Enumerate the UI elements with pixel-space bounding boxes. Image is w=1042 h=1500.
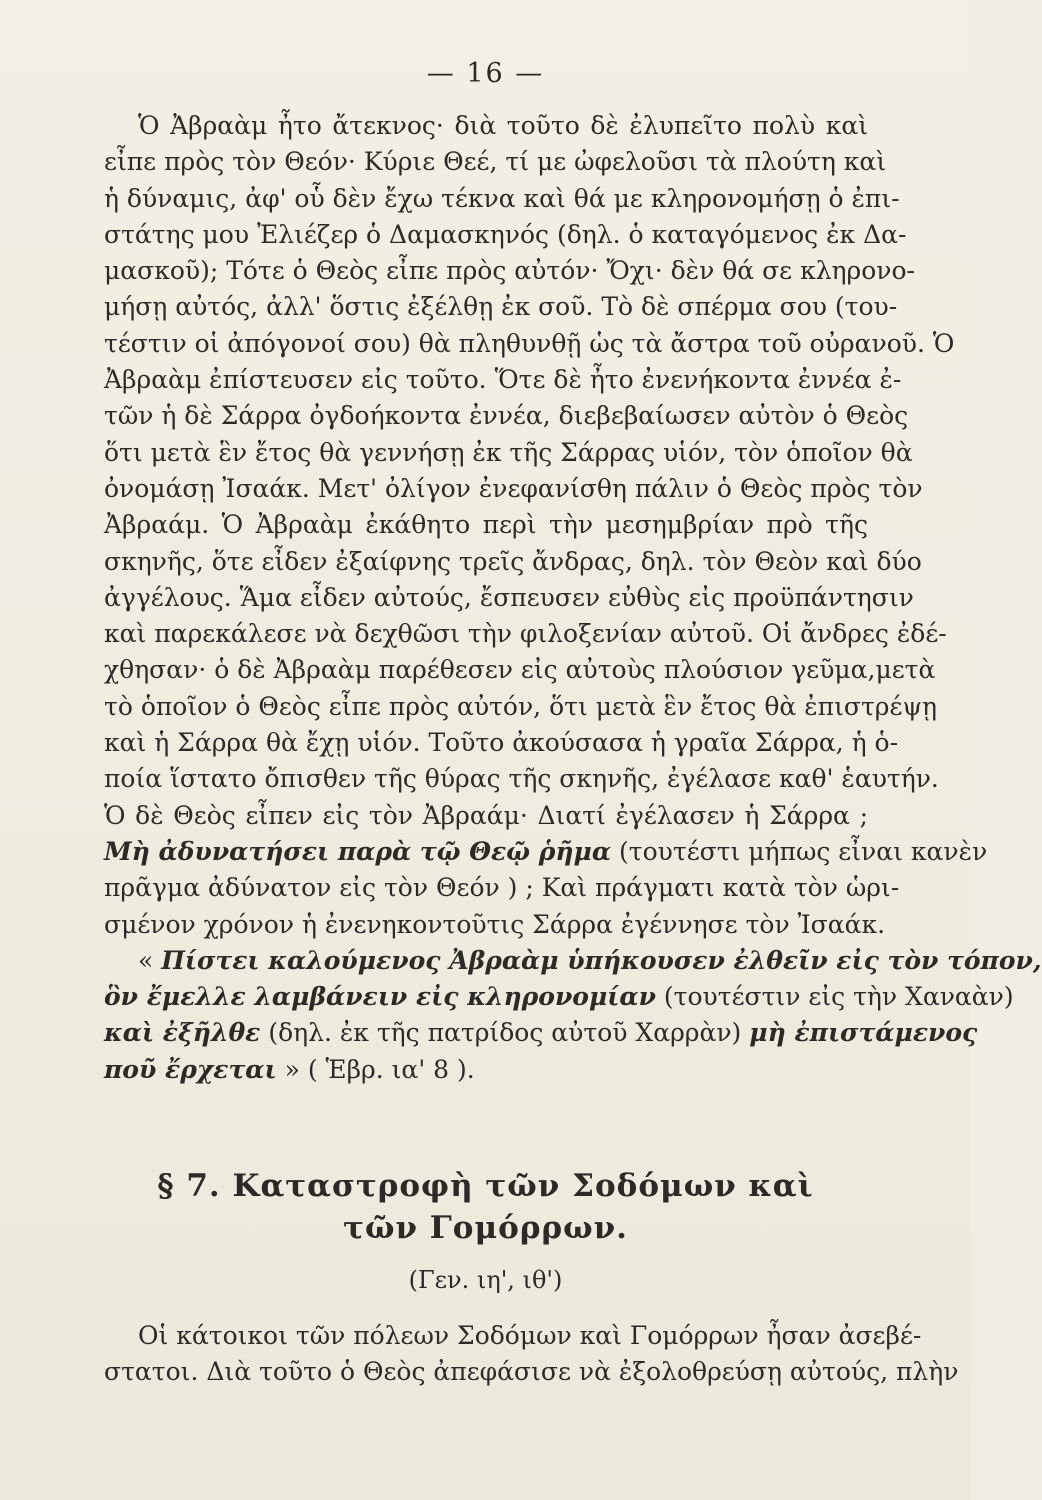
text-line: Οἱ κάτοικοι τῶν πόλεων Σοδόμων καὶ Γομόρρων ἦσαν ἀσεβέ- [138, 1321, 922, 1350]
text-line: καὶ παρεκάλεσε νὰ δεχθῶσι τὴν φιλοξενίαν αὐτοῦ. Οἱ ἄνδρες ἐδέ- [104, 619, 947, 649]
text-line: ὅτι μετὰ ἓν ἔτος θὰ γεννήσῃ ἐκ τῆς Σάρρας υἱόν, τὸν ὁποῖον θὰ [104, 437, 913, 467]
text-line: σκηνῆς, ὅτε εἶδεν ἐξαίφνης τρεῖς ἄνδρας, δηλ. τὸν Θεὸν καὶ δύο [104, 546, 922, 576]
text-run: (τουτέστι μήπως εἶναι κανὲν [619, 836, 988, 866]
paragraph-sodom [104, 1318, 959, 1390]
text-line: μήσῃ αὐτός, ἀλλ' ὅστις ἐξέλθῃ ἐκ σοῦ. Τὸ δὲ σπέρμα σου (του- [104, 292, 898, 322]
citation: » ( Ἑβρ. ια' 8 ). [284, 1054, 475, 1084]
section-heading-line: § 7. Καταστροφὴ τῶν Σοδόμων καὶ [157, 1168, 814, 1204]
text-line: καὶ ἡ Σάρρα θὰ ἔχῃ υἱόν. Τοῦτο ἀκούσασα ἡ γραῖα Σάρρα, ἡ ὁ- [104, 728, 899, 758]
page-number: — 16 — [426, 58, 545, 89]
text-line: Ὁ Ἀβραὰμ ἦτο ἄτεκνος· διὰ τοῦτο δὲ ἐλυπεῖτο πολὺ καὶ [138, 111, 868, 140]
italic-scripture: μὴ ἐπιστάμενος [749, 1018, 978, 1048]
text-line: ἀγγέλους. Ἅμα εἶδεν αὐτούς, ἔσπευσεν εὐθὺς εἰς προϋπάντησιν [104, 582, 914, 612]
italic-scripture: Μὴ ἀδυνατήσει παρὰ τῷ Θεῷ ῥῆμα [104, 836, 612, 866]
quote-line [104, 1052, 868, 1088]
italic-scripture: καὶ ἐξῆλθε [104, 1018, 261, 1048]
open-quote: « [138, 945, 154, 975]
text-line: μασκοῦ); Τότε ὁ Θεὸς εἶπε πρὸς αὐτόν· Ὄχι· δὲν θά σε κληρονο- [104, 256, 915, 286]
quote-line [104, 1015, 978, 1051]
text-line: τὸ ὁποῖον ὁ Θεὸς εἶπε πρὸς αὐτόν, ὅτι μετὰ ἓν ἔτος θὰ ἐπιστρέψῃ [104, 691, 938, 721]
text-line: πρᾶγμα ἀδύνατον εἰς τὸν Θεόν ) ; Καὶ πράγματι κατὰ τὸν ὡρι- [104, 873, 900, 903]
text-run: (τουτέστιν εἰς τὴν Χαναὰν) [663, 982, 1014, 1012]
text-line: τέστιν οἱ ἀπόγονοί σου) θὰ πληθυνθῇ ὡς τὰ ἄστρα τοῦ οὐρανοῦ. Ὁ [104, 328, 955, 358]
paragraph [104, 1318, 959, 1390]
paragraph-abraham [104, 108, 988, 943]
section-heading [0, 1165, 971, 1249]
text-line: Ἀβραὰμ ἐπίστευσεν εἰς τοῦτο. Ὅτε δὲ ἦτο ἐνενήκοντα ἐννέα ἐ- [104, 365, 902, 395]
text-line-mixed [104, 834, 988, 870]
quote-line [104, 943, 1042, 979]
text-line: τῶν ἡ δὲ Σάρρα ὀγδοήκοντα ἐννέα, διεβεβαίωσεν αὐτὸν ὁ Θεὸς [104, 401, 909, 431]
main-text [104, 108, 1042, 1088]
quote-line [104, 979, 1014, 1015]
text-line: εἶπε πρὸς τὸν Θεόν· Κύριε Θεέ, τί με ὠφελοῦσι τὰ πλούτη καὶ [104, 147, 887, 177]
text-line: ποία ἵστατο ὄπισθεν τῆς θύρας τῆς σκηνῆς, ἐγέλασε καθ' ἑαυτήν. [104, 764, 939, 794]
scripture-reference: (Γεν. ιη', ιθ') [408, 1266, 563, 1294]
section-heading-line: τῶν Γομόρρων. [343, 1210, 628, 1246]
text-line: χθησαν· ὁ δὲ Ἀβραὰμ παρέθεσεν εἰς αὐτοὺς πλούσιον γεῦμα,μετὰ [104, 655, 936, 685]
italic-scripture: ποῦ ἔρχεται [104, 1054, 277, 1084]
text-line: ἡ δύναμις, ἀφ' οὗ δὲν ἔχω τέκνα καὶ θά με κληρονομήσῃ ὁ ἐπι- [104, 183, 900, 213]
text-line: σμένον χρόνον ἡ ἐνενηκοντοῦτις Σάρρα ἐγέννησε τὸν Ἰσαάκ. [104, 909, 886, 939]
text-line: στατοι. Διὰ τοῦτο ὁ Θεὸς ἀπεφάσισε νὰ ἐξολοθρεύσῃ αὐτούς, πλὴν [104, 1357, 959, 1386]
italic-scripture: ὃν ἔμελλε λαμβάνειν εἰς κληρονομίαν [104, 982, 656, 1012]
text-run: (δηλ. ἐκ τῆς πατρίδος αὐτοῦ Χαρρὰν) [268, 1018, 742, 1048]
text-line: στάτης μου Ἐλιέζερ ὁ Δαμασκηνός (δηλ. ὁ καταγόμενος ἐκ Δα- [104, 219, 907, 249]
italic-scripture: Πίστει καλούμενος Ἀβραὰμ ὑπήκουσεν ἐλθεῖν εἰς τὸν τόπον, [161, 945, 1042, 975]
text-line: Ὁ δὲ Θεὸς εἶπεν εἰς τὸν Ἀβραάμ· Διατί ἐγέλασεν ἡ Σάρρα ; [104, 800, 868, 830]
text-line: Ἀβραάμ. Ὁ Ἀβραὰμ ἐκάθητο περὶ τὴν μεσημβρίαν πρὸ τῆς [104, 510, 868, 540]
paragraph-quote [104, 943, 1042, 1088]
text-line: ὀνομάσῃ Ἰσαάκ. Μετ' ὀλίγον ἐνεφανίσθη πάλιν ὁ Θεὸς πρὸς τὸν [104, 473, 923, 503]
